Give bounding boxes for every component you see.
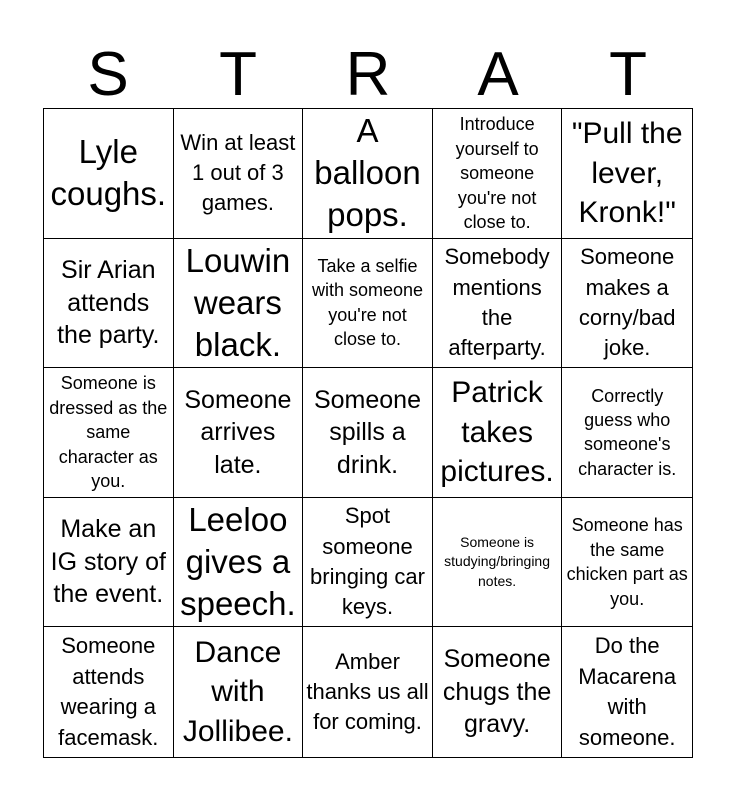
bingo-cell[interactable]: [303, 368, 433, 498]
cell-text: Sir Arian attends the party.: [57, 256, 160, 350]
header-letter-t2: T: [609, 40, 647, 109]
cell-text: Introduce yourself to someone you're not close to.: [455, 114, 539, 232]
cell-text: Do the Macarena with someone.: [578, 633, 677, 750]
cell-text: Someone makes a corny/bad joke.: [578, 244, 676, 361]
cell-text: Leeloo gives a speech.: [180, 500, 296, 623]
bingo-cell[interactable]: [562, 368, 692, 498]
bingo-cell[interactable]: [433, 498, 563, 628]
bingo-header: [43, 42, 693, 108]
bingo-cell[interactable]: [303, 498, 433, 628]
bingo-cell[interactable]: [303, 627, 433, 757]
cell-text: Someone has the same chicken part as you.: [566, 515, 688, 609]
bingo-cell[interactable]: [433, 239, 563, 369]
header-letter-t: T: [219, 40, 257, 109]
bingo-cell[interactable]: [433, 627, 563, 757]
header-letter-a: A: [477, 40, 519, 109]
bingo-cell[interactable]: [562, 498, 692, 628]
bingo-cell[interactable]: [44, 498, 174, 628]
cell-text: Patrick takes pictures.: [440, 376, 554, 489]
cell-text: Someone attends wearing a facemask.: [58, 633, 159, 750]
bingo-cell[interactable]: [174, 109, 304, 239]
bingo-cell[interactable]: [174, 368, 304, 498]
cell-text: Correctly guess who someone's character is.: [578, 385, 677, 479]
header-letter-s: S: [87, 40, 129, 109]
cell-text: Make an IG story of the event.: [50, 515, 166, 609]
bingo-cell[interactable]: [303, 239, 433, 369]
bingo-cell[interactable]: [433, 109, 563, 239]
bingo-board: [43, 108, 693, 758]
cell-text: Spot someone bringing car keys.: [310, 503, 425, 620]
cell-text: Win at least 1 out of 3 games.: [180, 129, 296, 216]
bingo-cell[interactable]: [174, 627, 304, 757]
cell-text: "Pull the lever, Kronk!": [571, 116, 683, 230]
bingo-cell[interactable]: [44, 109, 174, 239]
cell-text: Someone arrives late.: [184, 385, 292, 479]
bingo-cell[interactable]: [44, 368, 174, 498]
cell-text: Somebody mentions the afterparty.: [444, 244, 550, 361]
bingo-cell[interactable]: [562, 109, 692, 239]
bingo-cell[interactable]: [44, 627, 174, 757]
cell-text: Louwin wears black.: [185, 241, 291, 364]
header-letter-r: R: [345, 40, 391, 109]
cell-text: A balloon pops.: [314, 111, 421, 234]
cell-text: Someone is dressed as the same character as you.: [49, 373, 168, 492]
bingo-cell[interactable]: [174, 498, 304, 628]
bingo-cell[interactable]: [433, 368, 563, 498]
bingo-cell[interactable]: [44, 239, 174, 369]
cell-text: Dance with Jollibee.: [182, 635, 293, 748]
cell-text: Amber thanks us all for coming.: [306, 648, 429, 735]
bingo-cell[interactable]: [562, 239, 692, 369]
bingo-cell[interactable]: [303, 109, 433, 239]
cell-text: Lyle coughs.: [50, 133, 167, 213]
cell-text: Someone spills a drink.: [313, 385, 421, 479]
bingo-cell[interactable]: [174, 239, 304, 369]
cell-text: Someone is studying/bringing notes.: [444, 534, 551, 589]
bingo-cell[interactable]: [562, 627, 692, 757]
cell-text: Someone chugs the gravy.: [442, 645, 552, 739]
cell-text: Take a selfie with someone you're not close to.: [311, 255, 424, 350]
